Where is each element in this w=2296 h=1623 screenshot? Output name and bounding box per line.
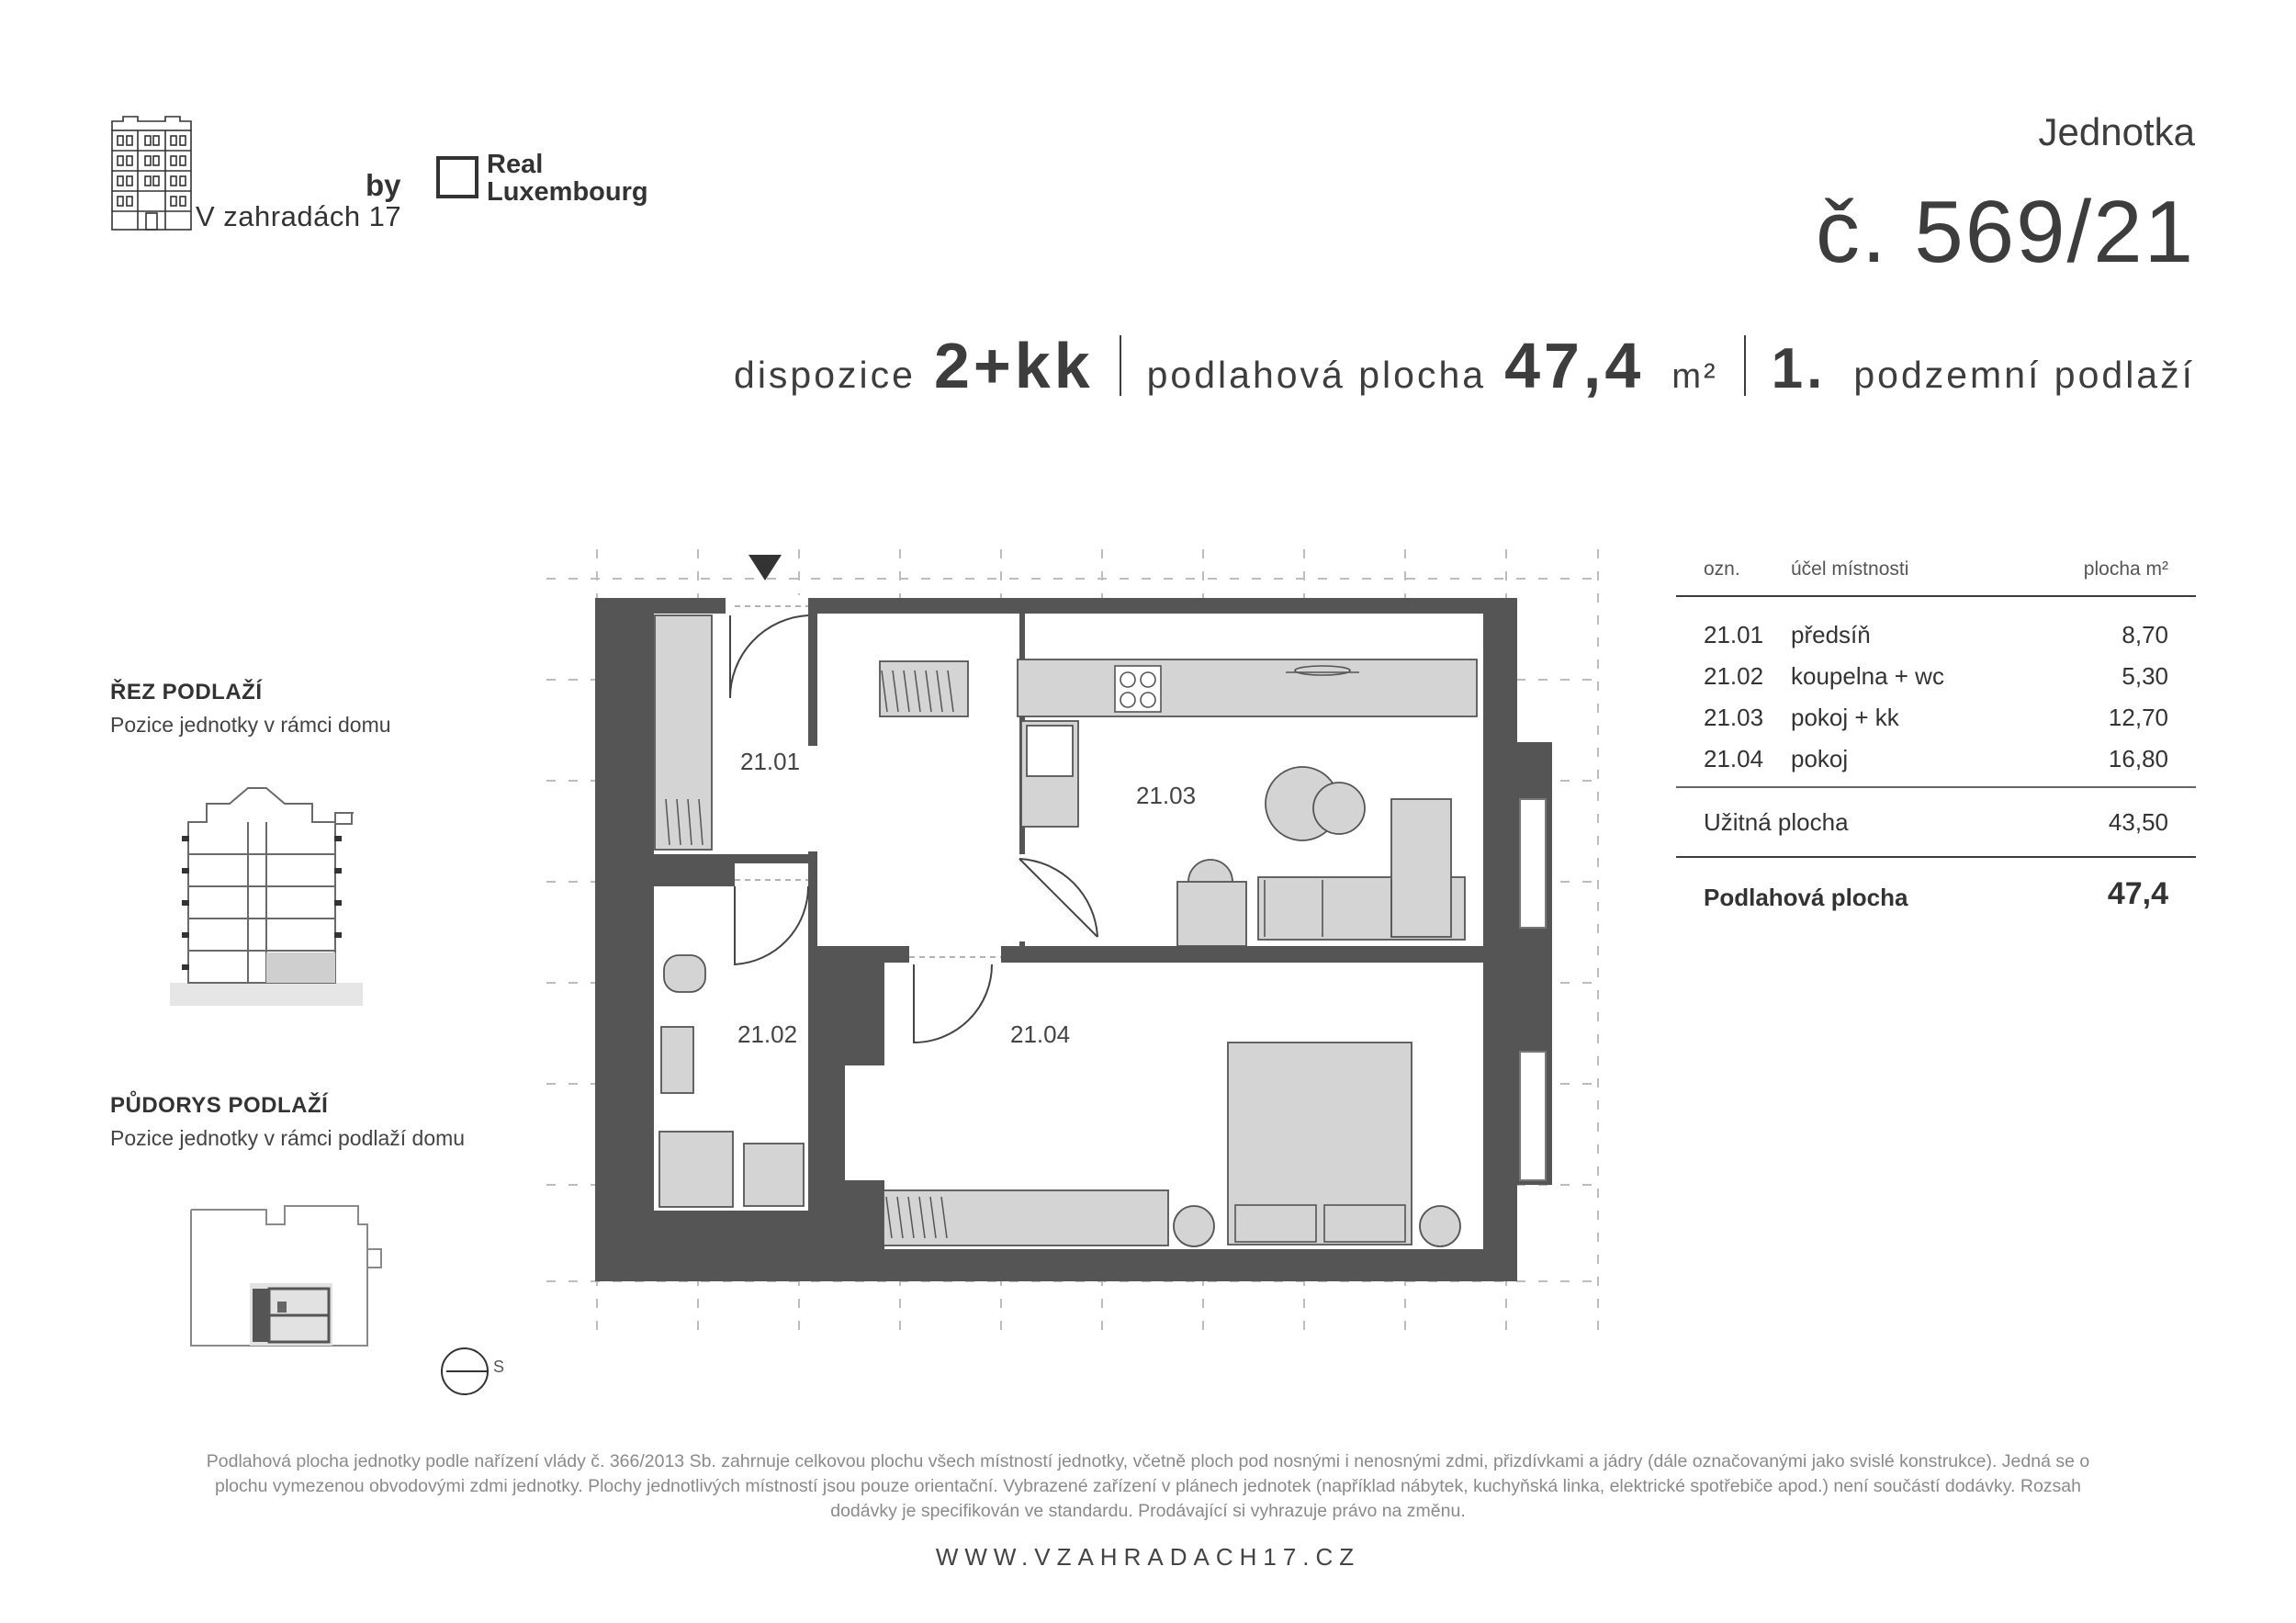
washbasin [661,1027,693,1093]
tv-unit [884,1190,1168,1245]
area-label: podlahová plocha [1146,354,1487,396]
area-value: 47,4 [1504,330,1645,401]
developer-name [487,151,648,206]
usable-area-label: Užitná plocha [1704,807,1849,836]
floor-position-diagram [184,1199,395,1355]
table-row [1676,736,2196,777]
section-subtitle: Pozice jednotky v rámci domu [110,713,391,737]
unit-number: č. 569/21 [1816,183,2195,281]
row-area: 16,80 [2108,745,2168,772]
row-code: 21.01 [1704,621,1764,648]
sofa-chaise [1391,799,1451,937]
table-row [1676,653,2196,694]
toilet [664,955,705,992]
kitchen-counter [1018,659,1477,716]
row-purpose: předsíň [1791,621,1871,648]
bed [1228,1043,1412,1245]
row-purpose: pokoj [1791,745,1849,772]
floor-label: podzemní podlaží [1853,354,2195,396]
room-label: 21.04 [1010,1020,1071,1048]
by-label: by [366,168,401,202]
floor-area-label: Podlahová plocha [1704,883,1908,911]
plan-subtitle: Pozice jednotky v rámci podlaží domu [110,1126,466,1150]
table-header [1676,549,2196,595]
chair [1313,783,1365,834]
room-label: 21.01 [740,748,801,775]
unit-summary [734,329,2195,402]
usable-area-value: 43,50 [2108,807,2168,836]
room-table [1676,549,2196,930]
shower [659,1132,733,1207]
washing-machine [744,1144,804,1206]
developer-logo-icon [436,156,478,198]
header-code: ozn. [1704,558,1740,580]
table-row [1676,612,2196,653]
disclaimer-line: dodávky je specifikován ve standardu. Prodávající si vyhrazuje právo na změnu. [830,1501,1466,1521]
room-label: 21.03 [1136,782,1197,809]
website-link[interactable]: WWW.VZAHRADACH17.CZ [935,1543,1361,1571]
disclaimer-line: Podlahová plocha jednotky podle nařízení vlády č. 366/2013 Sb. zahrnuje celkovou plochu všech místností jednotky, včetně ploch pod nosnými i nenosnými zdmi, přizdívkami a jádry (dále označovanými jako svislé konstrukce). Jedná se o [206,1451,2090,1471]
row-area: 8,70 [2122,621,2168,648]
area-unit: m² [1671,357,1718,396]
section-title: ŘEZ PODLAŽÍ [110,680,263,704]
project-name: V zahradách 17 [196,200,402,232]
row-purpose: koupelna + wc [1791,662,1944,690]
disposition-value: 2+kk [933,330,1094,401]
nightstand [1174,1206,1214,1246]
usable-area-row [1676,788,2196,856]
unit-floor-plan [542,547,1607,1336]
row-code: 21.03 [1704,704,1764,731]
developer-name-line1: Real [487,150,544,179]
building-logo-icon [110,114,193,231]
disclaimer [119,1449,2177,1524]
table-row [1676,694,2196,736]
entrance-arrow-icon [748,555,782,580]
summary-divider [1744,335,1746,396]
summary-divider [1120,335,1121,396]
shoe-rack [880,661,968,716]
row-area: 5,30 [2122,662,2168,690]
row-purpose: pokoj + kk [1791,704,1899,731]
header-purpose: účel místnosti [1791,558,1909,580]
building-section-diagram [165,781,367,1010]
row-code: 21.02 [1704,662,1764,690]
fridge [1027,726,1073,776]
row-area: 12,70 [2108,704,2168,731]
disposition-label: dispozice [734,354,916,396]
header-area: plocha m² [2083,558,2168,580]
floor-value: 1. [1771,337,1827,400]
side-table [1177,882,1246,946]
nightstand [1420,1206,1460,1246]
developer-name-line2: Luxembourg [487,177,648,207]
floor-area-value: 47,4 [2107,875,2168,911]
compass-icon [439,1346,494,1401]
floor-area-row [1676,858,2196,930]
room-label: 21.02 [737,1020,798,1048]
unit-label: Jednotka [2038,110,2195,153]
compass-label: S [493,1358,505,1376]
row-code: 21.04 [1704,745,1764,772]
plan-title: PŮDORYS PODLAŽÍ [110,1093,329,1118]
wardrobe [655,615,712,850]
disclaimer-line: plochu vymezenou obvodovými zdmi jednotky. Plochy jednotlivých místností jsou pouze orientační. Vybrazené zařízení v plánech jednotek (například nábytek, kuchyňská linka, elektrické spotřebiče apod.) není součástí dodávky. Rozsah [215,1476,2081,1496]
